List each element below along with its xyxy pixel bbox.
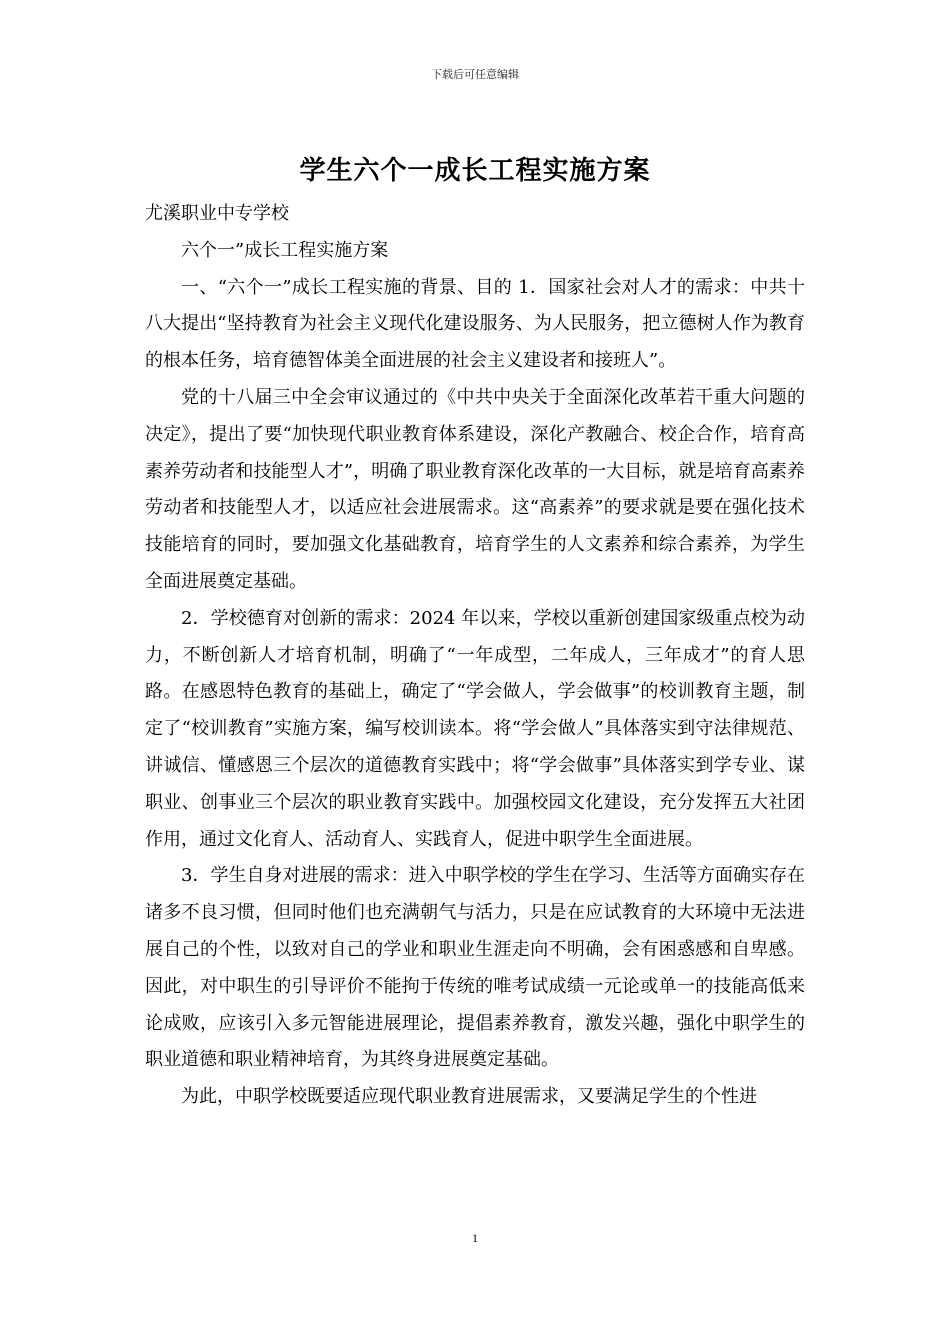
header-note: 下载后可任意编辑	[431, 68, 519, 81]
page-number: 1	[472, 1231, 478, 1245]
school-name: 尤溪职业中专学校	[145, 203, 289, 224]
paragraph-background: 一、“六个一”成长工程实施的背景、目的 1．国家社会对人才的需求：中共十八大提出“坚持教育为社会主义现代化建设服务、为人民服务，把立德树人作为教育的根本任务，培育德智体美全面进展的社会主义建设者和接班人”。	[145, 276, 805, 372]
paragraph-conclusion: 为此，中职学校既要适应现代职业教育进展需求，又要满足学生的个性进	[181, 1086, 757, 1108]
paragraph-plenum: 党的十八届三中全会审议通过的《中共中央关于全面深化改革若干重大问题的决定》，提出了要“加快现代职业教育体系建设，深化产教融合、校企合作，培育高素养劳动者和技能型人才”，明确了职业教育深化改革的一大目标，就是培育高素养劳动者和技能型人才，以适应社会进展需求。这“高素养”的要求就是要在强化技术技能培育的同时，要加强文化基础教育，培育学生的人文素养和综合素养，为学生全面进展奠定基础。	[145, 386, 805, 592]
document-title: 学生六个一成长工程实施方案	[299, 156, 651, 186]
paragraph-student-demand: 3．学生自身对进展的需求：进入中职学校的学生在学习、生活等方面确实存在诸多不良习惯，但同时他们也充满朝气与活力，只是在应试教育的大环境中无法进展自己的个性，以致对自己的学业和职业生涯走向不明确，会有困惑感和自卑感。因此，对中职生的引导评价不能拘于传统的唯考试成绩一元论或单一的技能高低来论成败，应该引入多元智能进展理论，提倡素养教育，激发兴趣，强化中职学生的职业道德和职业精神培育，为其终身进展奠定基础。	[145, 865, 805, 1071]
paragraph-subtitle: 六个一”成长工程实施方案	[181, 239, 389, 261]
paragraph-school-demand: 2．学校德育对创新的需求：2024 年以来，学校以重新创建国家级重点校为动力，不断创新人才培育机制，明确了“一年成型，二年成人，三年成才”的育人思路。在感恩特色教育的基础上，确定了“学会做人，学会做事”的校训教育主题，制定了“校训教育”实施方案，编写校训读本。将“学会做人”具体落实到守法律规范、讲诚信、懂感恩三个层次的道德教育实践中；将“学会做事”具体落实到学专业、谋职业、创事业三个层次的职业教育实践中。加强校园文化建设，充分发挥五大社团作用，通过文化育人、活动育人、实践育人，促进中职学生全面进展。	[145, 607, 805, 850]
document-body	[145, 196, 805, 1116]
